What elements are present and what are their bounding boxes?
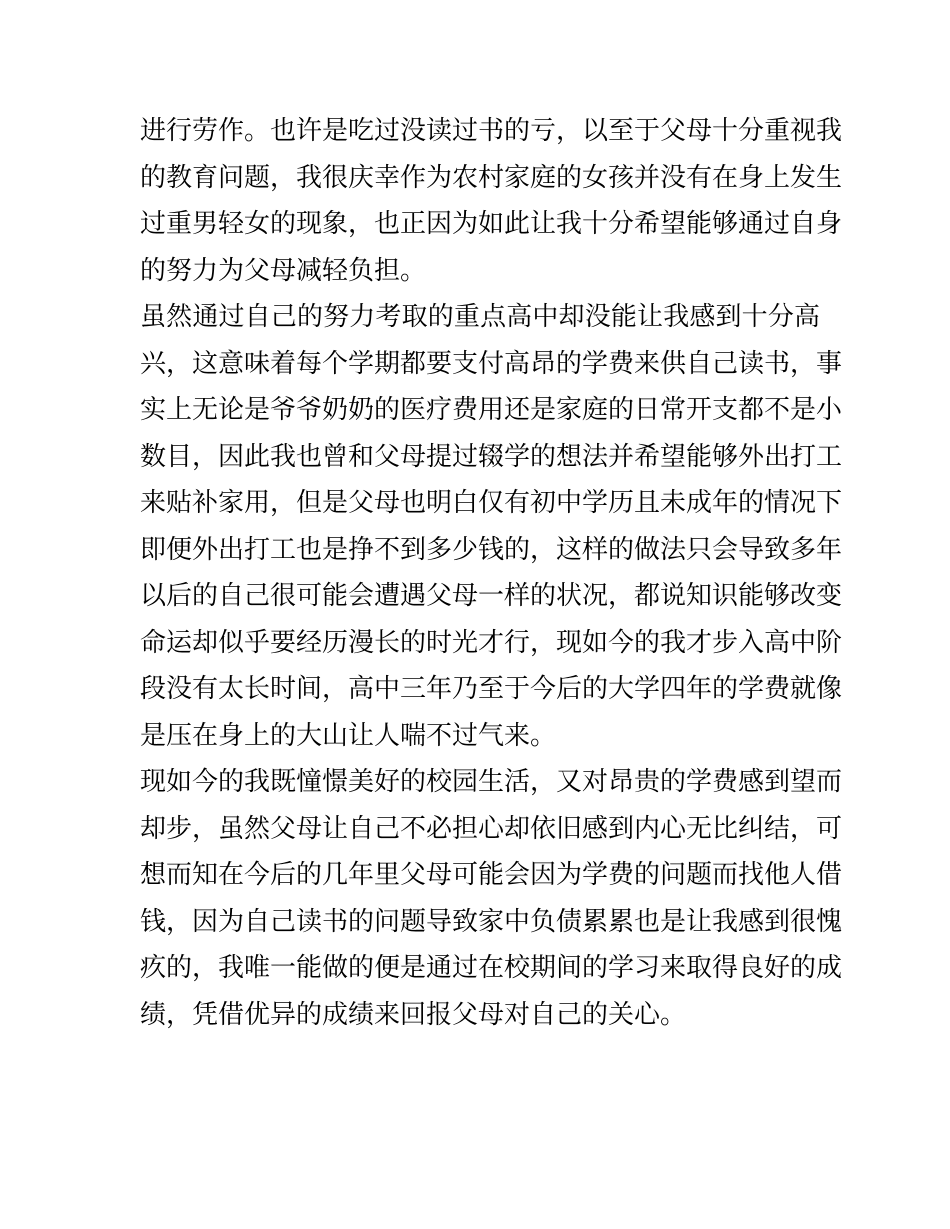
paragraph-line: 兴，这意味着每个学期都要支付高昂的学费来供自己读书，事 <box>140 348 843 379</box>
paragraph-line: 以后的自己很可能会遭遇父母一样的状况，都说知识能够改变 <box>140 581 843 611</box>
paragraph-line: 数目，因此我也曾和父母提过辍学的想法并希望能够外出打工 <box>140 441 843 472</box>
paragraph-line: 的教育问题，我很庆幸作为农村家庭的女孩并没有在身上发生 <box>140 162 843 193</box>
paragraph-line: 命运却似乎要经历漫长的时光才行，现如今的我才步入高中阶 <box>140 627 843 658</box>
paragraph-1 <box>140 108 843 294</box>
document-body <box>140 108 843 1038</box>
paragraph-line: 段没有太长时间，高中三年乃至于今后的大学四年的学费就像 <box>140 674 843 704</box>
paragraph-line: 即便外出打工也是挣不到多少钱的，这样的做法只会导致多年 <box>140 534 843 565</box>
paragraph-line: 却步，虽然父母让自己不必担心却依旧感到内心无比纠结，可 <box>140 813 843 844</box>
paragraph-line: 绩，凭借优异的成绩来回报父母对自己的关心。 <box>140 999 687 1030</box>
paragraph-line: 是压在身上的大山让人喘不过气来。 <box>140 720 557 751</box>
paragraph-line: 想而知在今后的几年里父母可能会因为学费的问题而找他人借 <box>140 860 843 890</box>
paragraph-line: 实上无论是爷爷奶奶的医疗费用还是家庭的日常开支都不是小 <box>140 395 843 425</box>
paragraph-line: 来贴补家用，但是父母也明白仅有初中学历且未成年的情况下 <box>140 488 843 518</box>
paragraph-line: 疚的，我唯一能做的便是通过在校期间的学习来取得良好的成 <box>140 953 843 983</box>
paragraph-line: 钱，因为自己读书的问题导致家中负债累累也是让我感到很愧 <box>140 906 843 937</box>
paragraph-line: 过重男轻女的现象，也正因为如此让我十分希望能够通过自身 <box>140 209 843 239</box>
paragraph-line: 现如今的我既憧憬美好的校园生活，又对昂贵的学费感到望而 <box>140 767 843 797</box>
paragraph-line: 进行劳作。也许是吃过没读过书的亏，以至于父母十分重视我 <box>140 116 843 146</box>
paragraph-3 <box>140 759 843 1038</box>
paragraph-2 <box>140 294 843 759</box>
paragraph-line: 虽然通过自己的努力考取的重点高中却没能让我感到十分高 <box>140 302 820 332</box>
paragraph-line: 的努力为父母减轻负担。 <box>140 255 427 286</box>
